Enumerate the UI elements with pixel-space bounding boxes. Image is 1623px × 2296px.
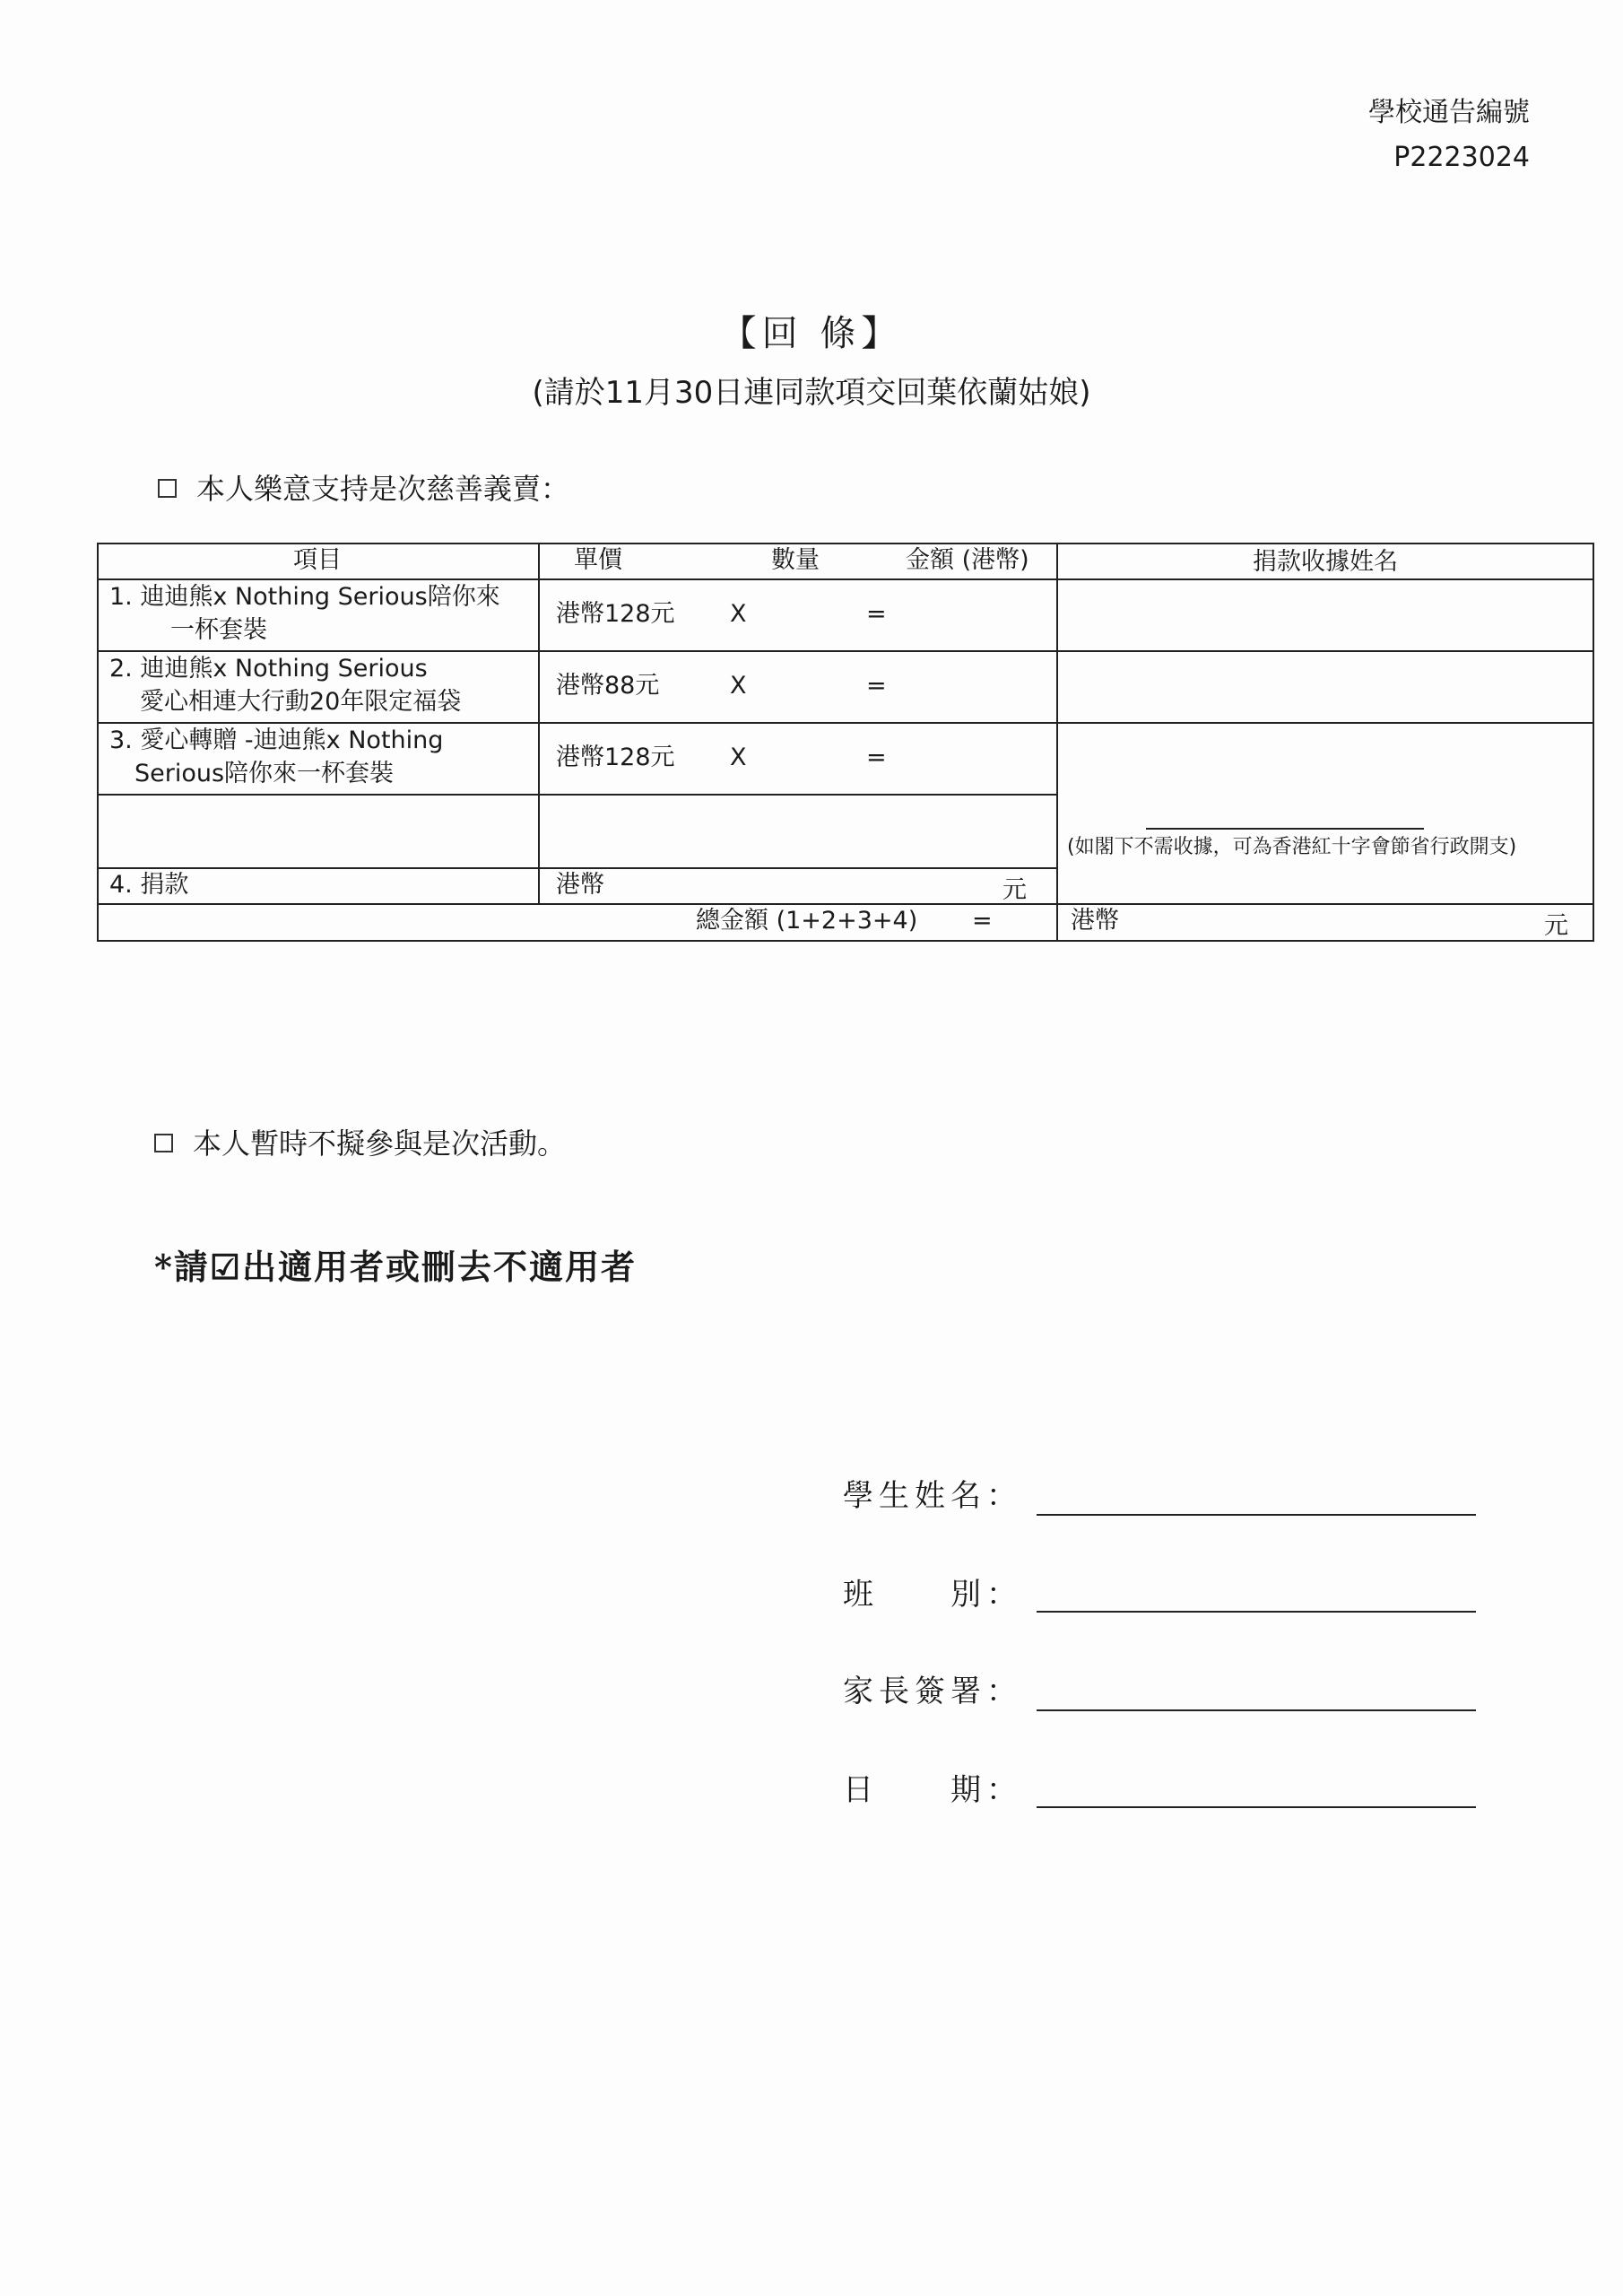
item-price: 港幣128元 [556, 744, 675, 771]
equals-sign: = [866, 600, 887, 628]
option-decline-label: 本人暫時不擬參與是次活動。 [193, 1126, 567, 1161]
date-field[interactable] [1037, 1806, 1476, 1808]
receipt-note: (如閣下不需收據，可為香港紅十字會節省行政開支) [1067, 836, 1517, 858]
decline-checkbox[interactable] [154, 1134, 173, 1152]
header-receipt-name: 捐款收據姓名 [1253, 548, 1398, 576]
form-title: 【回 條】 [720, 313, 903, 354]
header-item: 項目 [293, 546, 342, 574]
item-name-line1: 2. 迪迪熊x Nothing Serious [109, 655, 428, 683]
item-price: 港幣128元 [556, 600, 675, 628]
donation-currency: 港幣 [556, 871, 604, 899]
item-name-line2: 一杯套裝 [170, 616, 267, 644]
total-equals: = [972, 907, 993, 935]
equals-sign: = [866, 744, 887, 771]
support-checkbox[interactable] [158, 479, 177, 498]
item-name-line1: 1. 迪迪熊x Nothing Serious陪你來 [109, 583, 500, 611]
notice-number: P2223024 [1393, 142, 1530, 173]
item-price: 港幣88元 [556, 672, 660, 700]
item-name-line2: Serious陪你來一杯套裝 [135, 760, 395, 787]
class-field[interactable] [1037, 1611, 1476, 1613]
item-name-line1: 3. 愛心轉贈 -迪迪熊x Nothing [109, 726, 444, 754]
total-label: 總金額 (1+2+3+4) [696, 907, 918, 935]
header-quantity: 數量 [771, 546, 820, 574]
times-sign: X [730, 672, 747, 700]
header-amount: 金額 (港幣) [906, 546, 1029, 574]
date-label: 日 期： [843, 1772, 1022, 1808]
donation-label: 4. 捐款 [109, 871, 189, 899]
times-sign: X [730, 600, 747, 628]
option-support [158, 466, 569, 508]
total-unit: 元 [1544, 912, 1568, 940]
parent-signature-field[interactable] [1037, 1709, 1476, 1711]
option-support-label: 本人樂意支持是次慈善義賣： [196, 472, 570, 506]
times-sign: X [730, 744, 747, 771]
option-decline [154, 1121, 566, 1162]
student-name-label: 學生姓名： [843, 1478, 1022, 1514]
parent-signature-label: 家長簽署： [843, 1674, 1022, 1709]
form-subtitle: (請於11月30日連同款項交回葉依蘭姑娘) [532, 375, 1091, 411]
order-table [97, 543, 1594, 946]
donation-unit: 元 [1002, 876, 1027, 904]
student-name-field[interactable] [1037, 1514, 1476, 1516]
header-unit-price: 單價 [574, 546, 622, 574]
equals-sign: = [866, 672, 887, 700]
instruction-text: *請☑出適用者或刪去不適用者 [154, 1247, 637, 1287]
item-name-line2: 愛心相連大行動20年限定福袋 [140, 688, 462, 716]
class-label: 班 別： [843, 1577, 1022, 1613]
total-currency: 港幣 [1071, 907, 1119, 935]
notice-number-label: 學校通告編號 [1368, 97, 1530, 128]
